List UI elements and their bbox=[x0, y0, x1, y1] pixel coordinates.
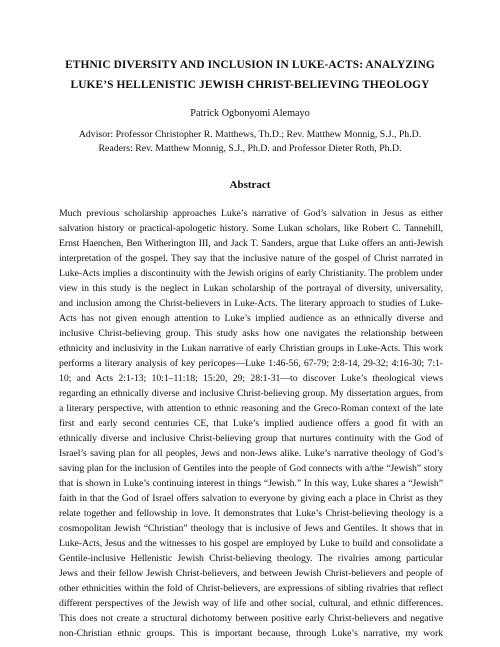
abstract-line: Luke-Acts implies a discontinuity with the Jewish origins of early Christianity. The problem under bbox=[59, 268, 443, 279]
abstract-line: Israel’s saving plan for all peoples, Jews and non-Jews alike. Luke’s narrative theology of God’s bbox=[59, 448, 443, 459]
abstract-line: that is shown in Luke’s continuing interest in things “Jewish.” In this way, Luke shares a “Jewish” bbox=[59, 478, 443, 489]
abstract-line: different perspectives of the Jewish way of life and other social, cultural, and ethnic differences. bbox=[59, 598, 443, 609]
abstract-line: Luke-Acts, Jesus and the witnesses to his gospel are employed by Luke to build and consolidate a bbox=[59, 538, 443, 549]
abstract-body bbox=[59, 206, 443, 641]
advisors-line: Advisor: Professor Christopher R. Matthews, Th.D.; Rev. Matthew Monnig, S.J., Ph.D. bbox=[78, 129, 422, 140]
abstract-line: view in this study is the neglect in Lukan scholarship of the portrayal of diversity, universality, bbox=[59, 283, 443, 294]
abstract-line: a literary perspective, with attention to ethnic reasoning and the Greco-Roman context of the late bbox=[59, 403, 443, 414]
abstract-line: other ethnicities within the fold of Christ-believers, are expressions of sibling rivalries that reflect bbox=[59, 583, 443, 594]
abstract-line: Much previous scholarship approaches Luke’s narrative of God’s salvation in Jesus as either bbox=[59, 208, 443, 219]
abstract-line: cosmopolitan Jewish “Christian” theology that is inclusive of Jews and Gentiles. It shows that in bbox=[59, 523, 443, 534]
abstract-line: ethnicity and inclusivity in the Lukan narrative of early Christian groups in Luke-Acts. This work bbox=[59, 343, 443, 354]
abstract-line: non-Christian ethnic groups. This is important because, through Luke’s narrative, my work bbox=[59, 628, 443, 639]
abstract-line: Jews and their fellow Jewish Christ-believers, and between Jewish Christ-believers and people of bbox=[59, 568, 443, 579]
abstract-line: performs a literary analysis of key pericopes—Luke 1:46-56, 67-79; 2:8-14, 29-32; 4:16-30; 7:1- bbox=[59, 358, 443, 369]
title-line: LUKE’S HELLENISTIC JEWISH CHRIST-BELIEVING THEOLOGY bbox=[70, 79, 430, 91]
abstract-line: regarding an ethnically diverse and inclusive Christ-believing group. My dissertation argues, from bbox=[59, 388, 443, 399]
abstract-line: relate together and fellowship in love. It demonstrates that Luke’s Christ-believing theology is a bbox=[59, 508, 443, 519]
abstract-line: and inclusion among the Christ-believers in Luke-Acts. The literary approach to studies of Luke- bbox=[59, 298, 443, 309]
title-line: ETHNIC DIVERSITY AND INCLUSION IN LUKE-ACTS: ANALYZING bbox=[65, 59, 435, 71]
abstract-line: Acts has not given enough attention to Luke’s implied audience as an ethnically diverse and bbox=[59, 313, 443, 324]
abstract-line: 10; and Acts 2:1-13; 10:1–11:18; 15:20, 29; 28:1-31—to discover Luke’s theological views bbox=[59, 373, 443, 384]
abstract-line: faith in that the God of Israel offers salvation to everyone by giving each a place in Christ as they bbox=[59, 493, 443, 504]
committee-block bbox=[40, 128, 460, 156]
abstract-line: inclusive Christ-believing group. This study asks how one navigates the relationship between bbox=[59, 328, 443, 339]
abstract-heading: Abstract bbox=[229, 179, 271, 191]
abstract-line: Gentile-inclusive Hellenistic Jewish Christ-believing theology. The rivalries among particular bbox=[59, 553, 443, 564]
abstract-line: ethnically diverse and inclusive Christ-believing group that nurtures continuity with the God of bbox=[59, 433, 443, 444]
document-title bbox=[40, 55, 460, 95]
abstract-line: first and early second centuries CE, that Luke’s implied audience offers a good fit with an bbox=[59, 418, 443, 429]
abstract-line: Ernst Haenchen, Ben Witherington III, and Jack T. Sanders, argue that Luke offers an anti-Jewish bbox=[59, 238, 443, 249]
abstract-line: saving plan for the inclusion of Gentiles into the people of God connects with a/the “Jewish” story bbox=[59, 463, 443, 474]
abstract-line: interpretation of the gospel. They say that the inclusive nature of the gospel of Christ narrated in bbox=[59, 253, 443, 264]
author-name: Patrick Ogbonyomi Alemayo bbox=[190, 108, 310, 119]
readers-line: Readers: Rev. Matthew Monnig, S.J., Ph.D. and Professor Dieter Roth, Ph.D. bbox=[98, 143, 402, 154]
abstract-line: This does not create a structural dichotomy between positive early Christ-believers and negative bbox=[59, 613, 443, 624]
abstract-line: salvation history or practical-apologetic history. Some Lukan scholars, like Robert C. Tannehill, bbox=[59, 223, 443, 234]
